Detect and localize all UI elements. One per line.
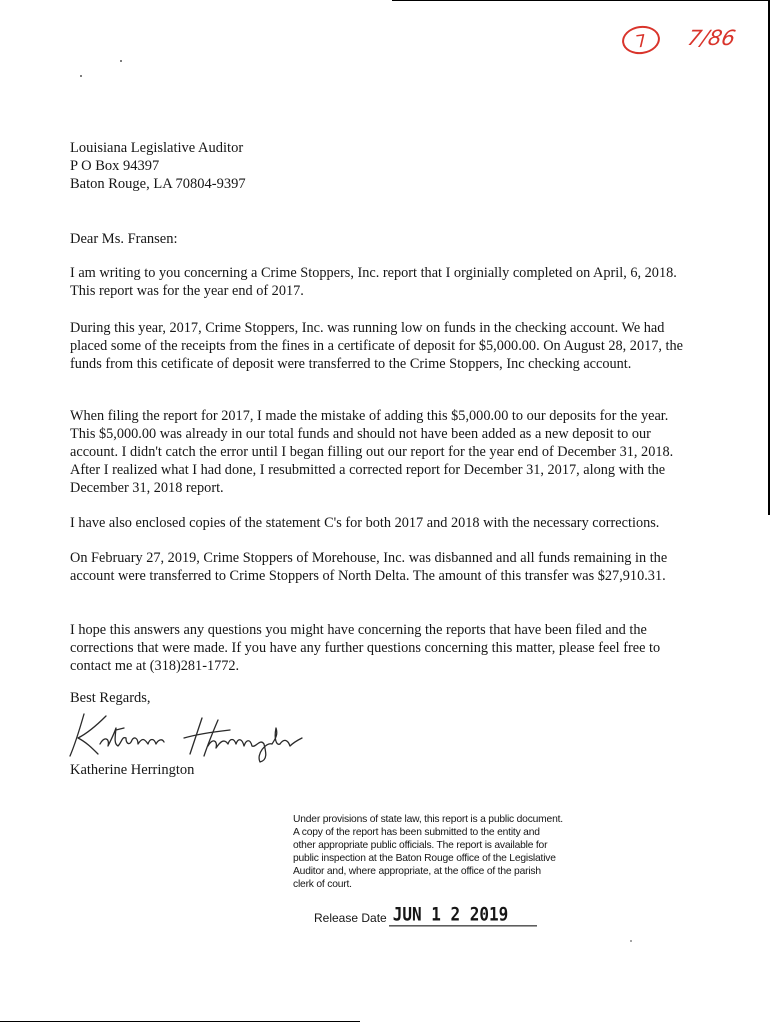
circled-number: 7 <box>620 23 662 56</box>
body-paragraph: I have also enclosed copies of the statement C's for both 2017 and 2018 with the necessary corrections. <box>70 515 660 531</box>
signer-name: Katherine Herrington <box>70 762 195 778</box>
recipient-address <box>70 139 246 193</box>
recipient-line-1: Louisiana Legislative Auditor <box>70 140 244 156</box>
recipient-line-3: Baton Rouge, LA 70804-9397 <box>70 176 246 192</box>
body-paragraph: When filing the report for 2017, I made the mistake of adding this $5,000.00 to our deposits for the year. This $5,000.00 was already in our total funds and should not have been added as a new deposit to our account. I didn't catch the error until I began filling out our report for the year end of December 31, 2018. After I realized what I had done, I resubmitted a corrected report for December 31, 2017, along with the December 31, 2018 report. <box>70 408 674 496</box>
release-date-block <box>314 903 537 926</box>
closing: Best Regards, <box>70 690 151 706</box>
body-paragraph: I am writing to you concerning a Crime Stoppers, Inc. report that I orginially completed on April, 6, 2018. This report was for the year end of 2017. <box>70 265 677 299</box>
body-paragraph: During this year, 2017, Crime Stoppers, Inc. was running low on funds in the checking account. We had placed some of the receipts from the fines in a certificate of deposit for $5,000.00. On August 28, 2017, the funds from this cetificate of deposit were transferred to the Crime Stoppers, Inc checking account. <box>70 320 684 372</box>
recipient-line-2: P O Box 94397 <box>70 158 160 174</box>
body-paragraph: I hope this answers any questions you might have concerning the reports that have been filed and the corrections that were made. If you have any further questions concerning this matter, please feel free to contact me at (318)281-1772. <box>70 622 661 674</box>
release-date-stamp: JUN 1 2 2019 <box>389 905 537 927</box>
handwritten-signature <box>62 708 312 764</box>
salutation: Dear Ms. Fransen: <box>70 231 178 247</box>
body-paragraph: On February 27, 2019, Crime Stoppers of Morehouse, Inc. was disbanned and all funds remaining in the account were transferred to Crime Stoppers of North Delta. The amount of this transfer was $27,910.31. <box>70 550 668 584</box>
handwritten-page-note: 7/86 <box>685 26 738 50</box>
release-date-label: Release Date <box>314 911 387 925</box>
public-document-notice: Under provisions of state law, this report is a public document. A copy of the report has been submitted to the entity and other appropriate public officials. The report is available for public inspection at the Baton Rouge office of the Legislative Auditor and, where appropriate, at the office of the parish clerk of court. <box>293 814 563 890</box>
